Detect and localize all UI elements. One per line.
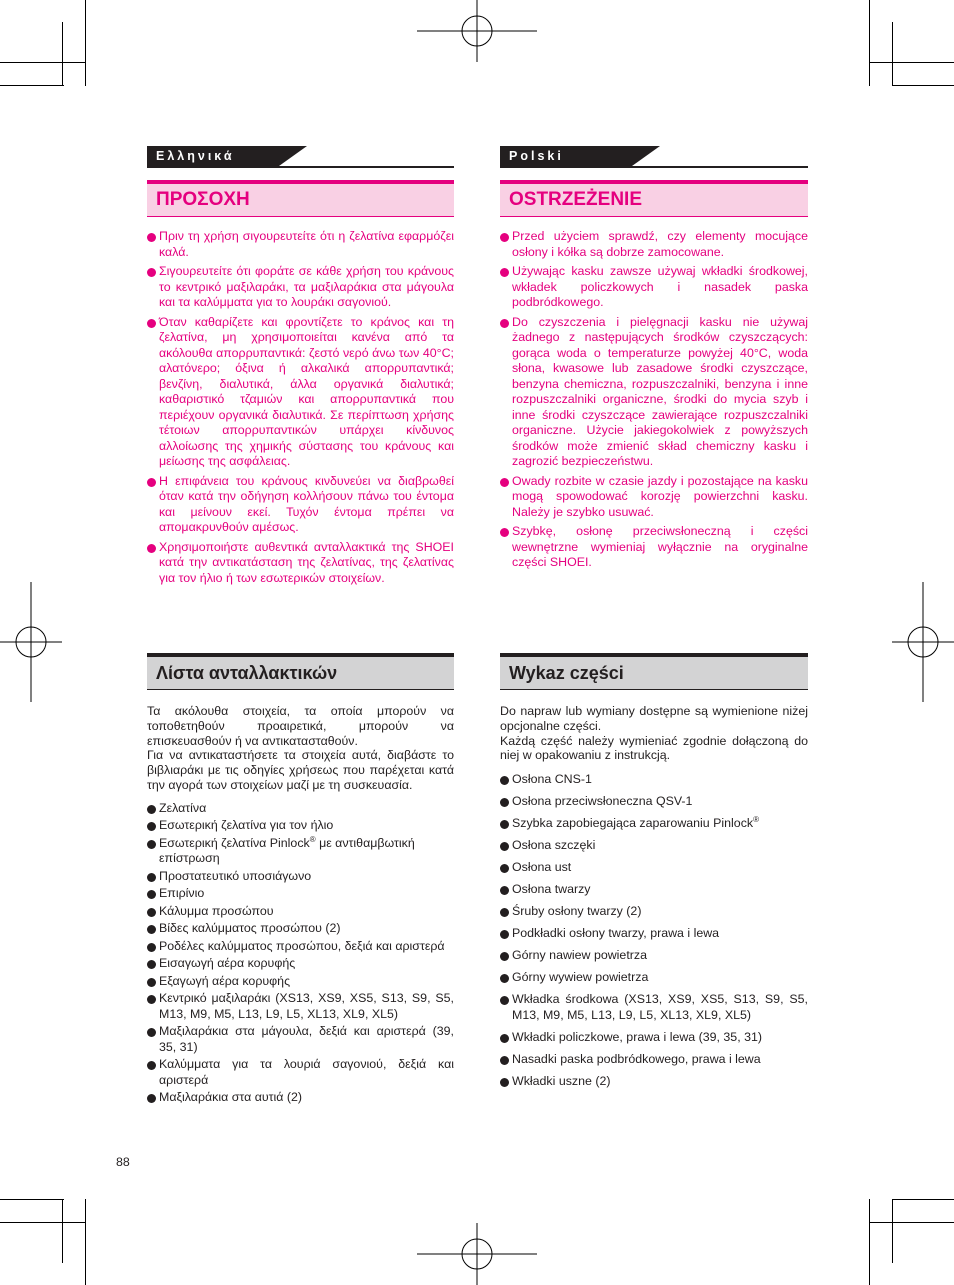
crop-mark [869, 1199, 870, 1285]
parts-item: Επιρίνιο [147, 886, 454, 902]
parts-item: Μαξιλαράκια στα αυτιά (2) [147, 1090, 454, 1106]
language-tab-greek [147, 146, 454, 168]
parts-item: Wkładki uszne (2) [500, 1074, 808, 1090]
caution-item: Do czyszczenia i pielęgnacji kasku nie używaj żadnego z następujących środków czyszczących: gorąca woda o temperaturze powyżej 40°C, woda słona, kwasowe lub zasadowe środki czyszczące, benzyna chemiczna, rozpuszczalniki, benzyna i inne rozpuszczalniki organiczne, środki do mycia szyb i inne środki czyszczące zawierające rozpuszczalniki organiczne. Użycie jakiegokolwiek z powyższych środków może zmienić skład chemiczny kasku i zagrozić bezpieczeństwu. [500, 315, 808, 470]
parts-list [147, 801, 454, 1106]
registration-mark [417, 1223, 537, 1285]
caution-heading: ΠΡΟΣΟΧΗ [147, 180, 454, 217]
parts-intro: Każdą część należy wymieniać zgodnie dołączoną do niej w opakowaniu z instrukcją. [500, 733, 808, 763]
language-tab-polish [500, 146, 808, 168]
parts-item: Podkładki osłony twarzy, prawa i lewa [500, 926, 808, 942]
parts-intro: Για να αντικαταστήσετε τα στοιχεία αυτά, διαβάστε το βιβλιαράκι με τις οδηγίες χρήσεως που παρέχεται κατά την αγορά των στοιχείων μαζί με τη συσκευασία. [147, 748, 454, 792]
caution-item: Πριν τη χρήση σιγουρευτείτε ότι η ζελατίνα εφαρμόζει καλά. [147, 229, 454, 260]
parts-intro: Τα ακόλουθα στοιχεία, τα οποία μπορούν να τοποθετηθούν προαιρετικά, μπορούν να επισκευασθούν ή να αντικατασταθούν. [147, 704, 454, 748]
caution-item: Szybkę, osłonę przeciwsłoneczną i części wewnętrzne wymieniaj wyłącznie na oryginalne części SHOEI. [500, 524, 808, 571]
parts-section [500, 704, 808, 1096]
caution-item: Przed użyciem sprawdź, czy elementy mocujące osłony i kółka są dobrze zamocowane. [500, 229, 808, 260]
parts-item: Ζελατίνα [147, 801, 454, 817]
caution-item: Owady rozbite w czasie jazdy i pozostające na kasku mogą spowodować korozję powierzchni kasku. Należy je szybko usuwać. [500, 474, 808, 521]
parts-item: Osłona ust [500, 860, 808, 876]
parts-list-heading: Λίστα ανταλλακτικών [147, 653, 454, 690]
crop-mark [0, 85, 64, 86]
parts-item: Górny nawiew powietrza [500, 948, 808, 964]
caution-item: Używając kasku zawsze używaj wkładki środkowej, wkładek policzkowych i nasadek paska podbródkowego. [500, 264, 808, 311]
crop-mark [62, 1199, 63, 1263]
parts-item: Osłona twarzy [500, 882, 808, 898]
parts-item: Βίδες καλύμματος προσώπου (2) [147, 921, 454, 937]
parts-item: Ροδέλες καλύμματος προσώπου, δεξιά και αριστερά [147, 939, 454, 955]
registration-mark [0, 582, 62, 702]
language-tab-label: Ελληνικά [156, 149, 235, 163]
parts-item: Εξαγωγή αέρα κορυφής [147, 974, 454, 990]
crop-mark [0, 62, 86, 63]
parts-item: Προστατευτικό υποσιάγωνο [147, 869, 454, 885]
caution-item: Σιγουρευτείτε ότι φοράτε σε κάθε χρήση του κράνους το κεντρικό μαξιλαράκι, τα μαξιλαράκια στα μάγουλα και τα καλύμματα για το λουράκι σαγονιού. [147, 264, 454, 311]
crop-mark [869, 62, 954, 63]
registration-mark [892, 582, 954, 702]
parts-item [500, 816, 808, 832]
page-number: 88 [116, 1155, 130, 1169]
parts-item: Śruby osłony twarzy (2) [500, 904, 808, 920]
language-tab-label: Polski [509, 149, 564, 163]
parts-item: Wkładki policzkowe, prawa i lewa (39, 35, 31) [500, 1030, 808, 1046]
crop-mark [0, 1222, 86, 1223]
caution-list [147, 229, 454, 586]
parts-item: Κεντρικό μαξιλαράκι (XS13, XS9, XS5, S13, S9, S5, M13, M9, M5, L13, L9, L5, XL13, XL9, XL5) [147, 991, 454, 1022]
parts-item: Osłona CNS-1 [500, 772, 808, 788]
parts-section [147, 704, 454, 1108]
parts-item-suffix: με αντιθαμβωτική επίστρωση [159, 835, 415, 866]
parts-item-text: Εσωτερική ζελατίνα Pinlock [159, 835, 310, 850]
registered-mark: ® [309, 834, 316, 844]
caution-list [500, 229, 808, 571]
crop-mark [892, 1199, 893, 1263]
parts-item: Nasadki paska podbródkowego, prawa i lewa [500, 1052, 808, 1068]
parts-intro: Do napraw lub wymiany dostępne są wymienione niżej opcjonalne części. [500, 704, 808, 733]
crop-mark [62, 22, 63, 86]
polish-column [500, 146, 808, 1088]
crop-mark [892, 22, 893, 86]
caution-heading: OSTRZEŻENIE [500, 180, 808, 217]
parts-item: Górny wywiew powietrza [500, 970, 808, 986]
parts-list-heading: Wykaz części [500, 653, 808, 690]
parts-item: Osłona szczęki [500, 838, 808, 854]
parts-item: Εισαγωγή αέρα κορυφής [147, 956, 454, 972]
greek-column [147, 146, 454, 1105]
crop-mark [892, 85, 954, 86]
parts-item: Osłona przeciwsłoneczna QSV-1 [500, 794, 808, 810]
crop-mark [892, 1199, 954, 1200]
parts-item: Καλύμματα για τα λουριά σαγονιού, δεξιά και αριστερά [147, 1057, 454, 1088]
parts-item: Μαξιλαράκια στα μάγουλα, δεξιά και αριστερά (39, 35, 31) [147, 1024, 454, 1055]
crop-mark [0, 1199, 64, 1200]
caution-item: Χρησιμοποιήστε αυθεντικά ανταλλακτικά της SHOEI κατά την αντικατάσταση της ζελατίνας, της ζελατίνας για τον ήλιο ή των εσωτερικών στοιχείων. [147, 540, 454, 587]
registered-mark: ® [753, 815, 759, 825]
crop-mark [85, 1199, 86, 1285]
crop-mark [869, 1222, 954, 1223]
parts-item: Κάλυμμα προσώπου [147, 904, 454, 920]
caution-item: Όταν καθαρίζετε και φροντίζετε το κράνος και τη ζελατίνα, μη χρησιμοποιείται κανένα από τα ακόλουθα απορρυπαντικά: ζεστό νερό άνω των 40°C; αλατόνερο; όξινα ή αλκαλικά απορρυπαντικά; βενζίνη, διαλυτικά, άλλα οργανικά διαλυτικά; καθαριστικό τζαμιών και απορρυπαντικά που περιέχουν οργανικά διαλυτικά. Σε περίπτωση χρήσης τέτοιων απορρυπαντικών υπάρχει κίνδυνος αλλοίωσης της χημικής σύστασης του κράνους και μείωσης της ασφάλειας. [147, 315, 454, 470]
parts-list [500, 772, 808, 1089]
parts-item-text: Szybka zapobiegająca zaparowaniu Pinlock [512, 816, 754, 831]
registration-mark [417, 0, 537, 62]
parts-item: Wkładka środkowa (XS13, XS9, XS5, S13, S9, S5, M13, M9, M5, L13, L9, L5, XL13, XL9, XL5) [500, 992, 808, 1023]
caution-item: Η επιφάνεια του κράνους κινδυνεύει να διαβρωθεί όταν κατά την οδήγηση κολλήσουν πάνω του έντομα και μείνουν εκεί. Τυχόν έντομα πρέπει να απομακρυνθούν αμέσως. [147, 474, 454, 536]
crop-mark [869, 0, 870, 86]
parts-item: Εσωτερική ζελατίνα για τον ήλιο [147, 818, 454, 834]
parts-item [147, 836, 454, 867]
crop-mark [85, 0, 86, 86]
